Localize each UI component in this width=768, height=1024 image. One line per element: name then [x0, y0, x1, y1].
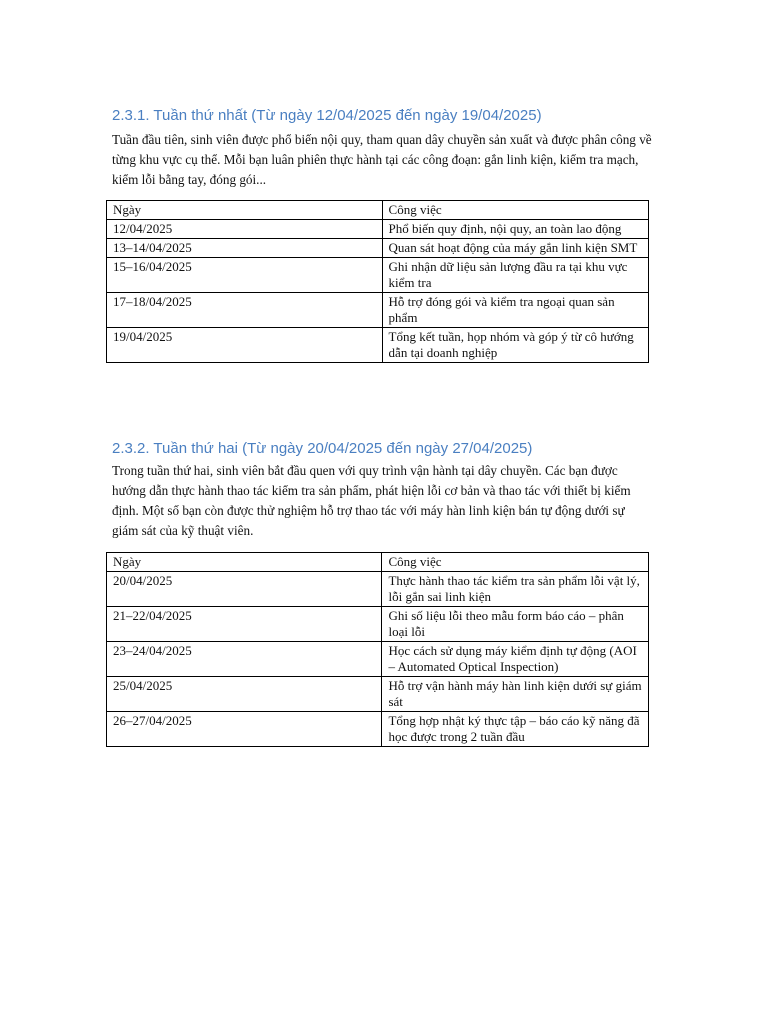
column-header-task: Công việc: [382, 201, 648, 220]
date-cell: 19/04/2025: [107, 328, 383, 363]
task-cell: Hỗ trợ đóng gói và kiểm tra ngoại quan sản phẩm: [382, 293, 648, 328]
table-header-row: [107, 201, 649, 220]
table-header-row: [107, 553, 649, 572]
table-row: [107, 607, 649, 642]
task-cell: Quan sát hoạt động của máy gắn linh kiện SMT: [382, 239, 648, 258]
table-row: [107, 328, 649, 363]
date-cell: 26–27/04/2025: [107, 712, 382, 747]
task-cell: Hỗ trợ vận hành máy hàn linh kiện dưới sự giám sát: [382, 677, 649, 712]
column-header-date: Ngày: [107, 201, 383, 220]
date-cell: 23–24/04/2025: [107, 642, 382, 677]
week1-heading: 2.3.1. Tuần thứ nhất (Từ ngày 12/04/2025 đến ngày 19/04/2025): [112, 107, 542, 124]
week1-schedule-table: [106, 200, 649, 363]
table-row: [107, 239, 649, 258]
table-row: [107, 642, 649, 677]
table-row: [107, 220, 649, 239]
task-cell: Thực hành thao tác kiểm tra sản phẩm lỗi vật lý, lỗi gắn sai linh kiện: [382, 572, 649, 607]
task-cell: Phổ biến quy định, nội quy, an toàn lao động: [382, 220, 648, 239]
date-cell: 21–22/04/2025: [107, 607, 382, 642]
table-row: [107, 677, 649, 712]
date-cell: 15–16/04/2025: [107, 258, 383, 293]
table-row: [107, 712, 649, 747]
week1-paragraph: Tuần đầu tiên, sinh viên được phổ biến nội quy, tham quan dây chuyền sản xuất và được phân công về từng khu vực cụ thể. Mỗi bạn luân phiên thực hành tại các công đoạn: gắn linh kiện, kiểm tra mạch, kiểm lỗi bằng tay, đóng gói...: [112, 132, 652, 187]
task-cell: Tổng hợp nhật ký thực tập – báo cáo kỹ năng đã học được trong 2 tuần đầu: [382, 712, 649, 747]
week2-section: [112, 439, 652, 541]
date-cell: 25/04/2025: [107, 677, 382, 712]
date-cell: 17–18/04/2025: [107, 293, 383, 328]
week2-heading: 2.3.2. Tuần thứ hai (Từ ngày 20/04/2025 đến ngày 27/04/2025): [112, 440, 533, 457]
week2-paragraph: Trong tuần thứ hai, sinh viên bắt đầu quen với quy trình vận hành tại dây chuyền. Các bạn được hướng dẫn thực hành thao tác kiểm tra sản phẩm, phát hiện lỗi cơ bản và thao tác với thiết bị kiểm định. Một số bạn còn được thử nghiệm hỗ trợ thao tác với máy hàn linh kiện bán tự động dưới sự giám sát của kỹ thuật viên.: [112, 463, 631, 538]
table-row: [107, 293, 649, 328]
task-cell: Tổng kết tuần, họp nhóm và góp ý từ cô hướng dẫn tại doanh nghiệp: [382, 328, 648, 363]
date-cell: 20/04/2025: [107, 572, 382, 607]
task-cell: Ghi nhận dữ liệu sản lượng đầu ra tại khu vực kiểm tra: [382, 258, 648, 293]
task-cell: Ghi số liệu lỗi theo mẫu form báo cáo – phân loại lỗi: [382, 607, 649, 642]
column-header-date: Ngày: [107, 553, 382, 572]
week1-section: [112, 106, 652, 190]
date-cell: 13–14/04/2025: [107, 239, 383, 258]
date-cell: 12/04/2025: [107, 220, 383, 239]
table-row: [107, 572, 649, 607]
table-row: [107, 258, 649, 293]
task-cell: Học cách sử dụng máy kiểm định tự động (AOI – Automated Optical Inspection): [382, 642, 649, 677]
column-header-task: Công việc: [382, 553, 649, 572]
week2-schedule-table: [106, 552, 649, 747]
